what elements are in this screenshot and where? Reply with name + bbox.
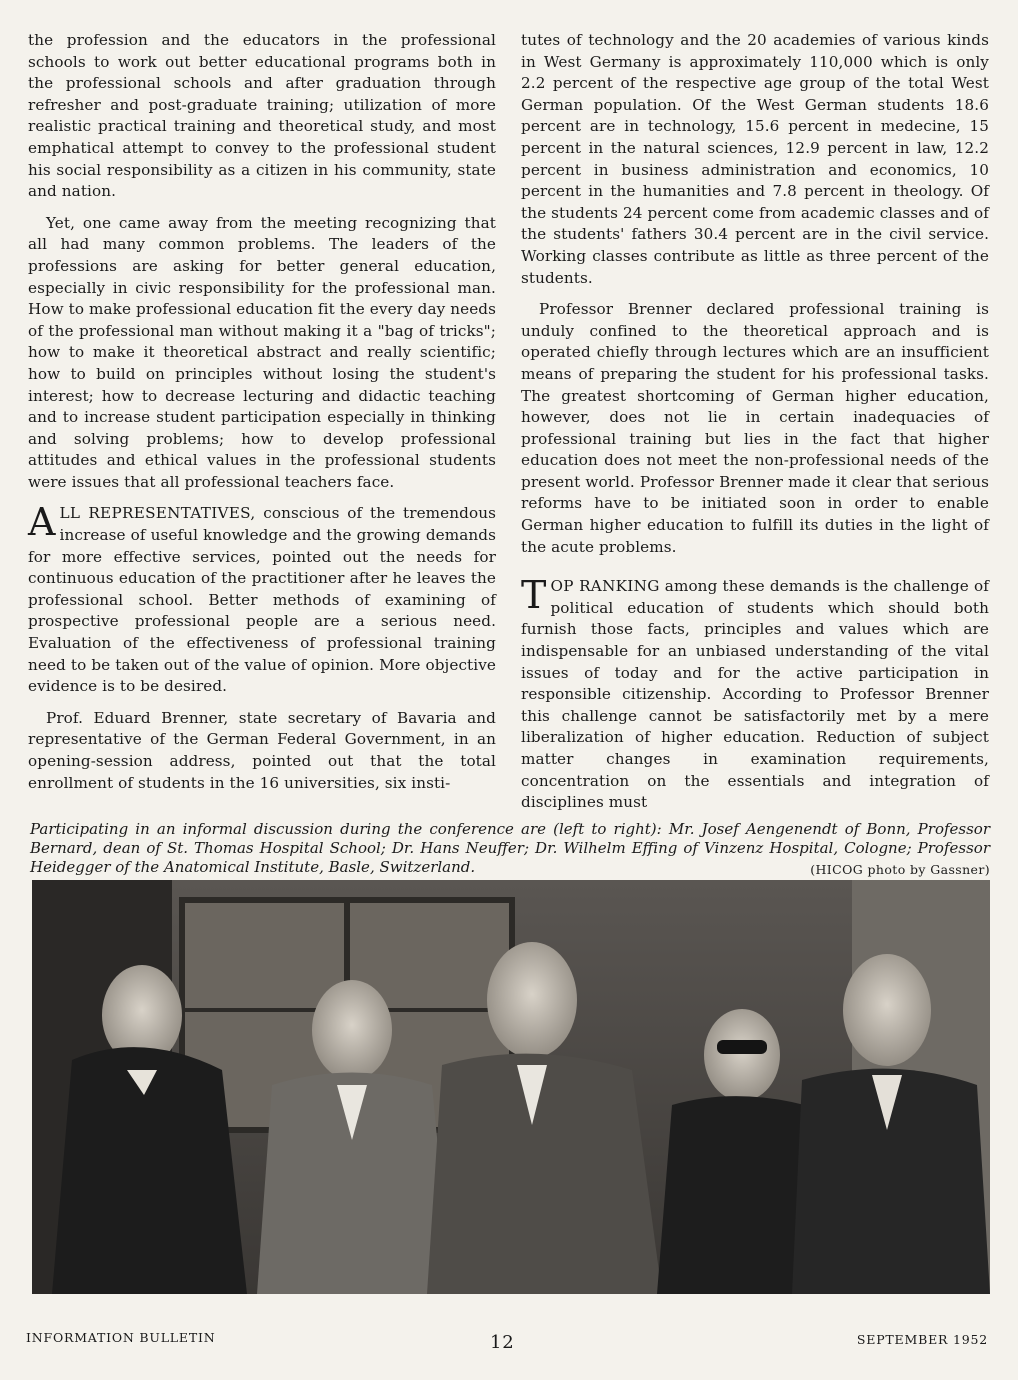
issue-date: SEPTEMBER 1952 (856, 1332, 988, 1347)
lead-in-caps: LL REPRESENTATIVES, (59, 504, 256, 523)
photo-caption (30, 820, 990, 879)
lead-in-caps: OP RANKING (550, 577, 660, 596)
page-number: 12 (490, 1332, 515, 1353)
left-paragraph-3 (28, 500, 496, 697)
paragraph-body: among these demands is the challenge of political education of students which should both furnish those facts, principles and values which are indispensable for an unbiased understanding of the vital issues of today and for the active participation in responsible citizenship. According to Professor Brenner this challenge cannot be satisfactorily met by a mere liberalization of higher education. Reduction of subject matter changes in examination requirements, concentration on the essentials and integration of disciplines must (521, 577, 989, 812)
paragraph-body: conscious of the tremendous increase of useful knowledge and the growing demands for more effective services, pointed out the needs for continuous education of the practitioner after he leaves the professional school. Better methods of examining of prospective professional people are a serious need. Evaluation of the effectiveness of professional training need to be taken out of the value of opinion. More objective evidence is to be desired. (28, 504, 496, 696)
page-footer (0, 1330, 1018, 1360)
publication-name: INFORMATION BULLETIN (26, 1330, 216, 1345)
drop-cap-a: A (28, 500, 56, 545)
right-paragraph-2: Professor Brenner declared professional training is unduly confined to the theoretical approach and is operated chiefly through lectures which are an insufficient means of preparing the student for his professional tasks. The greatest shortcoming of German higher education, however, does not lie in certain inadequacies of professional training but lies in the fact that higher education does not meet the non-professional needs of the present world. Professor Brenner made it clear that serious reforms have to be initiated soon in order to enable German higher education to fulfill its duties in the light of the acute problems. (521, 300, 989, 556)
right-paragraph-1: tutes of technology and the 20 academies of various kinds in West Germany is approximately 110,000 which is only 2.2 percent of the respective age group of the total West German population. Of the West German students 18.6 percent are in technology, 15.6 percent in medecine, 15 percent in the natural sciences, 12.9 percent in law, 12.2 percent in business administration and economics, 10 percent in the humanities and 7.8 percent in theology. Of the students 24 percent come from academic classes and of the students' fathers 30.4 percent are in the civil service. Working classes contribute as little as three percent of the students. (521, 31, 989, 287)
photo-credit: (HICOG photo by Gassner) (810, 862, 990, 877)
left-paragraph-4: Prof. Eduard Brenner, state secretary of Bavaria and representative of the German Federal Government, in an opening-session address, pointed out that the total enrollment of students in the 16 universities, six insti- (28, 708, 496, 792)
group-photo-illustration (32, 880, 990, 1294)
left-column (28, 30, 496, 804)
caption-text: Participating in an informal discussion during the conference are (left to right): Mr. Josef Aengenendt of Bonn, Professor Bernard, dean of St. Thomas Hospital School; Dr. Hans Neuffer; Dr. Wilhelm Effing of Vinzenz Hospital, Cologne; Professor Heidegger of the Anatomical Institute, Basle, Switzerland. (30, 820, 990, 876)
group-photo (32, 880, 990, 1294)
right-paragraph-3 (521, 573, 989, 814)
left-paragraph-1: the profession and the educators in the professional schools to work out better educational programs both in the professional schools and after graduation through refresher and post-graduate training; utilization of more realistic practical training and theoretical study, and most emphatical attempt to convey to the professional student his social responsibility as a citizen in his community, state and nation. (28, 31, 496, 201)
right-column (521, 30, 989, 824)
drop-cap-t: T (521, 573, 547, 618)
left-paragraph-2: Yet, one came away from the meeting recognizing that all had many common problems. The leaders of the professions are asking for better general education, especially in civic responsibility for the professional man. How to make professional education fit the every day needs of the professional man without making it a "bag of tricks"; how to make it theoretical abstract and really scientific; how to build on principles without losing the student's interest; how to decrease lecturing and didactic teaching and to increase student participation especially in thinking and solving problems; how to develop professional attitudes and ethical values in the professional students were issues that all professional teachers face. (28, 213, 496, 491)
